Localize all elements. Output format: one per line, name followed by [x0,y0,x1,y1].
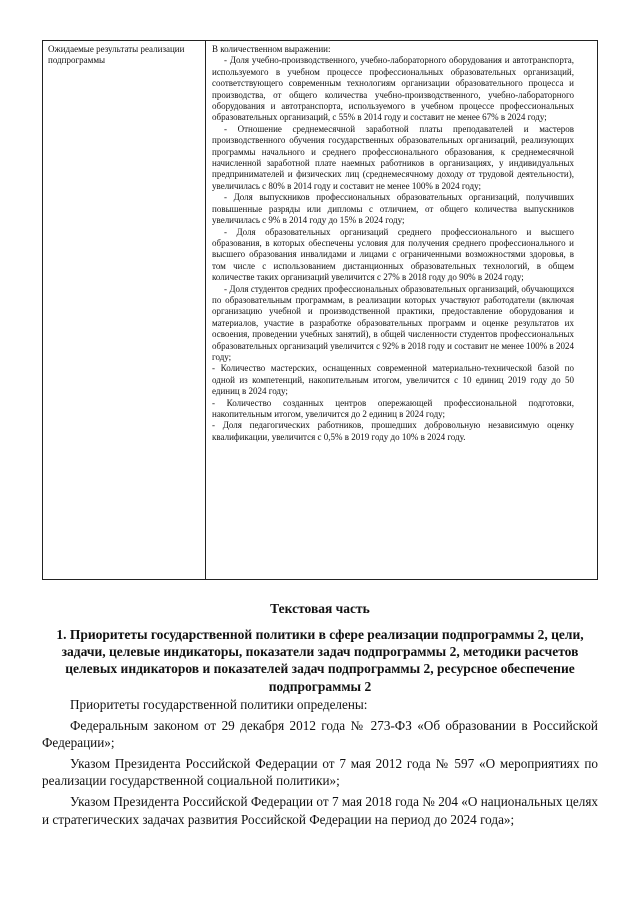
expected-results-content [212,44,574,443]
result-item: - Доля образовательных организаций среднего профессионального и высшего образования, в которых обеспечены условия для получения среднего профессионального и высшего образования инвалидами и лицами с ограниченными возможностями здоровья, в том числе с использованием дистанционных образовательных технологий, в общем количестве таких организаций увеличится с 27% в 2018 году до 90% в 2024 году; [212,226,574,283]
result-item: - Количество мастерских, оснащенных современной материально-технической базой по одной из компетенций, накопительным итогом, увеличится с 10 единиц 2019 году до 50 единиц в 2024 году; [212,363,574,397]
column-divider [205,41,206,579]
paragraph: Указом Президента Российской Федерации от 7 мая 2012 года № 597 «О мероприятиях по реализации государственной социальной политики»; [42,755,598,789]
result-item: - Отношение среднемесячной заработной платы преподавателей и мастеров производственного обучения государственных образовательных организаций, реализующих программы начального и среднего профессионального образования, к среднемесячной начисленной заработной плате наемных работников в организациях, у индивидуальных предпринимателей и физических лиц (среднемесячному доходу от трудовой деятельности), увеличилась с 80% в 2014 году и составит не менее 100% в 2024 году; [212,123,574,191]
result-item: - Доля студентов средних профессиональных образовательных организаций, обучающихся по образовательным программам, в реализации которых участвуют работодатели (включая организацию учебной и производственной практики, предоставление оборудования и материалов, участие в разработке образовательных программ и оценке результатов их освоения, проведении учебных занятий), в общей численности студентов профессиональных образовательных организаций увеличится с 92% в 2018 году и составит не менее 100% в 2024 году; [212,283,574,362]
paragraph: Приоритеты государственной политики определены: [70,697,368,712]
passport-table [42,40,598,580]
body-text [42,696,598,831]
section-heading: 1. Приоритеты государственной политики в сфере реализации подпрограммы 2, цели, задачи, целевые индикаторы, показатели задач подпрограммы 2, методики расчетов целевых индикаторов и показателей задач подпрограммы 2, ресурсное обеспечение подпрограммы 2 [56,627,584,694]
paragraph: Федеральным законом от 29 декабря 2012 года № 273-ФЗ «Об образовании в Российской Федерации»; [42,717,598,751]
result-item: - Доля педагогических работников, прошедших добровольную независимую оценку квалификации, увеличится с 0,5% в 2019 году до 10% в 2024 году. [212,420,574,442]
results-intro: В количественном выражении: [212,44,331,54]
expected-results-label: Ожидаемые результаты реализации подпрограммы [48,44,185,66]
paragraph: Указом Президента Российской Федерации от 7 мая 2018 года № 204 «О национальных целях и стратегических задачах развития Российской Федерации на период до 2024 года»; [42,793,598,827]
result-item: - Доля выпускников профессиональных образовательных организаций, получивших повышенные разряды или дипломы с отличием, от общего количества выпускников увеличилась с 9% в 2014 году до 15% в 2024 году; [212,192,574,226]
result-item: - Доля учебно-производственного, учебно-лабораторного оборудования и автотранспорта, используемого в учебном процессе профессиональных образовательных организаций, соответствующего современным технологиям организации образовательного процесса и производства, от общего количества учебно-производственного, учебно-лабораторного оборудования и автотранспорта, используемого в учебном процессе профессиональных образовательных организаций, с 55% в 2014 году и составит не менее 67% в 2024 году; [212,55,574,123]
result-item: - Количество созданных центров опережающей профессиональной подготовки, накопительным итогом, увеличится до 2 единиц в 2024 году; [212,397,574,419]
section-label: Текстовая часть [270,601,370,616]
